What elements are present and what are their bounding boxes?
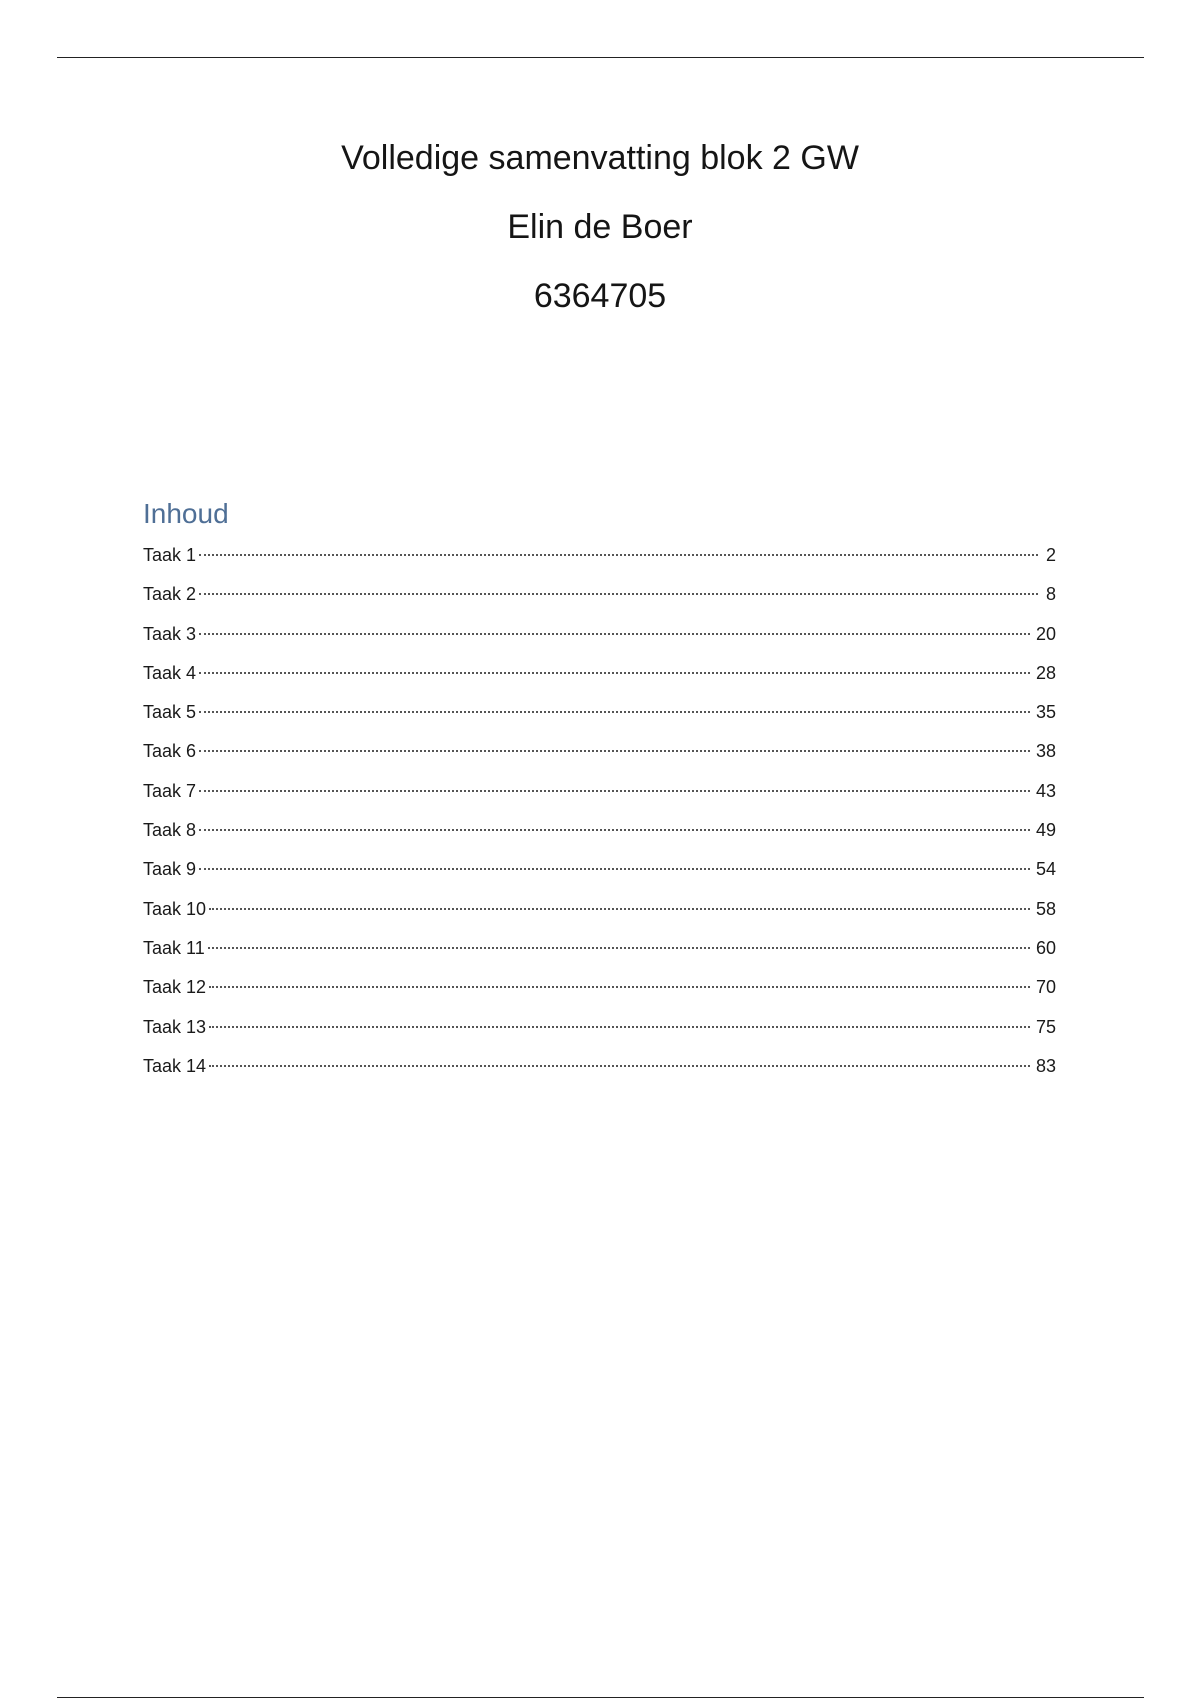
toc-dot-leader (208, 947, 1030, 949)
toc-entry[interactable] (143, 658, 1056, 697)
toc-entry-page: 83 (1035, 1055, 1056, 1076)
toc-entry-label: Taak 5 (143, 702, 197, 723)
toc-dot-leader (199, 750, 1030, 752)
toc-entry-page: 75 (1035, 1016, 1056, 1037)
toc-entry[interactable] (143, 776, 1056, 815)
toc-entry[interactable] (143, 619, 1056, 658)
toc-entry-page: 49 (1035, 820, 1056, 841)
toc-entry-page: 2 (1045, 545, 1056, 565)
toc-entry-page: 35 (1035, 702, 1056, 723)
toc-dot-leader (199, 711, 1030, 713)
toc-entry[interactable] (143, 736, 1056, 775)
toc-dot-leader (199, 868, 1030, 870)
toc-entry-label: Taak 12 (143, 977, 207, 998)
toc-entry-page: 28 (1035, 662, 1056, 683)
toc-entry-page: 43 (1035, 780, 1056, 801)
toc-entry-label: Taak 3 (143, 623, 197, 644)
toc-entry[interactable] (143, 972, 1056, 1011)
toc-entry-label: Taak 1 (143, 545, 197, 565)
toc-entry[interactable] (143, 933, 1056, 972)
toc-entry-label: Taak 14 (143, 1055, 207, 1076)
toc-dot-leader (209, 986, 1030, 988)
toc-entry[interactable] (143, 540, 1056, 579)
footer-rule (57, 1697, 1144, 1698)
toc-heading: Inhoud (143, 498, 229, 529)
toc-entry-page: 70 (1035, 977, 1056, 998)
document-title: Volledige samenvatting blok 2 GW (341, 139, 859, 177)
toc-dot-leader (199, 633, 1030, 635)
toc-entry-page: 58 (1035, 898, 1056, 919)
toc-entry-page: 54 (1035, 859, 1056, 880)
toc-entry-label: Taak 2 (143, 584, 197, 605)
toc-dot-leader (199, 829, 1030, 831)
student-number: 6364705 (533, 277, 667, 315)
toc-entry[interactable] (143, 894, 1056, 933)
title-block (0, 138, 1200, 316)
header-rule (57, 57, 1144, 58)
toc-entry-label: Taak 8 (143, 820, 197, 841)
toc-entry-page: 60 (1035, 937, 1056, 958)
toc-entry-label: Taak 13 (143, 1016, 207, 1037)
table-of-contents (143, 540, 1056, 1090)
toc-entry[interactable] (143, 1051, 1056, 1090)
toc-dot-leader (199, 790, 1030, 792)
toc-entry[interactable] (143, 1012, 1056, 1051)
toc-entry-page: 38 (1035, 741, 1056, 762)
document-author: Elin de Boer (507, 208, 693, 246)
toc-dot-leader (209, 1065, 1030, 1067)
toc-entry[interactable] (143, 815, 1056, 854)
toc-dot-leader (199, 672, 1030, 674)
toc-entry-label: Taak 4 (143, 662, 197, 683)
toc-dot-leader (209, 1026, 1030, 1028)
toc-entry[interactable] (143, 854, 1056, 893)
toc-entry-label: Taak 10 (143, 898, 207, 919)
toc-dot-leader (199, 554, 1038, 556)
toc-entry[interactable] (143, 579, 1056, 618)
toc-entry-page: 8 (1045, 584, 1056, 605)
toc-entry-page: 20 (1035, 623, 1056, 644)
toc-entry-label: Taak 7 (143, 780, 197, 801)
toc-entry[interactable] (143, 697, 1056, 736)
toc-dot-leader (199, 593, 1038, 595)
toc-entry-label: Taak 6 (143, 741, 197, 762)
toc-entry-label: Taak 9 (143, 859, 197, 880)
toc-dot-leader (209, 908, 1030, 910)
toc-entry-label: Taak 11 (143, 937, 205, 958)
